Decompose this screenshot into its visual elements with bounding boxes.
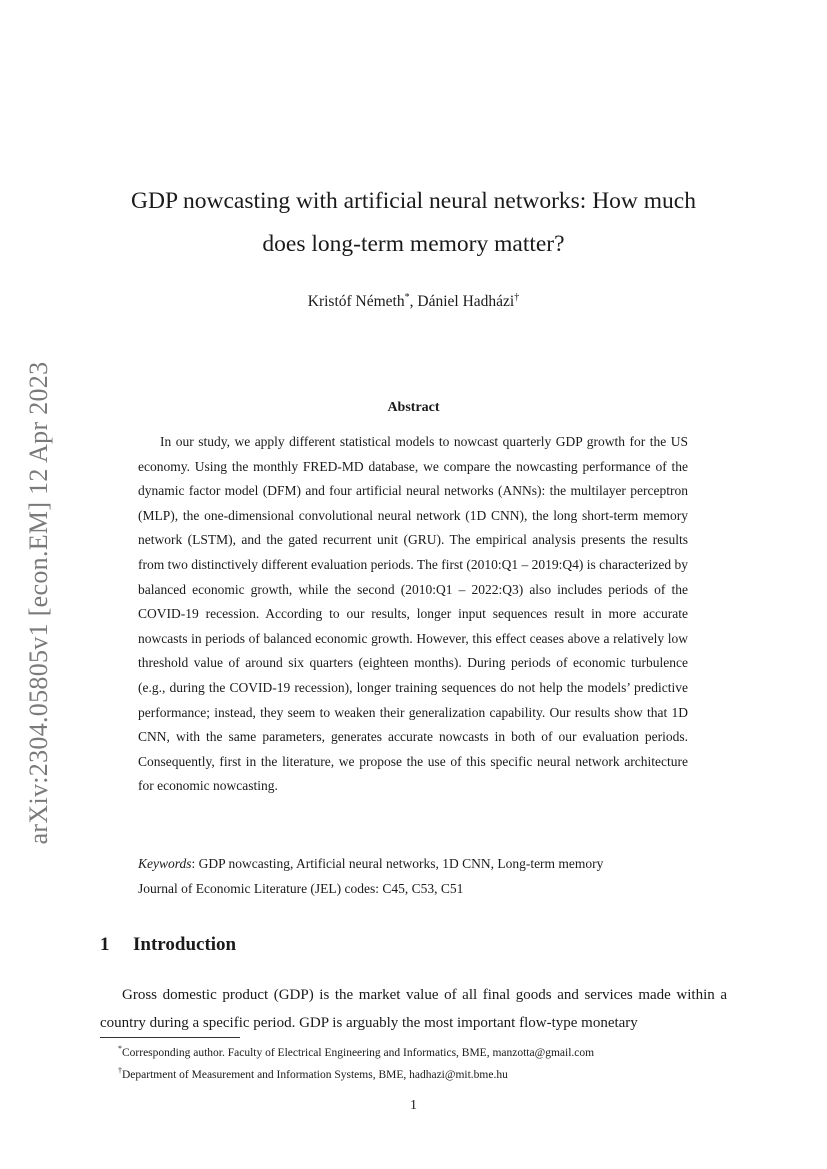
keywords-text: : GDP nowcasting, Artificial neural networks, 1D CNN, Long-term memory (191, 856, 604, 871)
arxiv-identifier-stamp: arXiv:2304.05805v1 [econ.EM] 12 Apr 2023 (24, 361, 53, 845)
jel-codes-line: Journal of Economic Literature (JEL) codes: C45, C53, C51 (138, 880, 464, 896)
page-number: 1 (410, 1098, 417, 1113)
author-nemeth-footnote-mark: * (404, 292, 410, 303)
keywords-line (138, 852, 698, 877)
abstract-paragraph: In our study, we apply different statistical models to nowcast quarterly GDP growth for the US economy. Using the monthly FRED-MD database, we compare the nowcasting performance of the dynamic factor model (DFM) and four artificial neural networks (ANNs): the multilayer perceptron (MLP), the one-dimensional convolutional neural network (1D CNN), the long short-term memory network (LSTM), and the gated recurrent unit (GRU). The empirical analysis presents the results from two distinctively different evaluation periods. The first (2010:Q1 – 2019:Q4) is characterized by balanced economic growth, while the second (2010:Q1 – 2022:Q3) also includes periods of the COVID-19 recession. According to our results, longer input sequences result in more accurate nowcasts in periods of balanced economic growth. However, this effect ceases above a relatively low threshold value of around six quarters (eighteen months). During periods of economic turbulence (e.g., during the COVID-19 recession), longer training sequences do not help the models’ predictive performance; instead, they seem to weaken their generalization capability. Our results show that 1D CNN, with the same parameters, generates accurate nowcasts in both of our evaluation periods. Consequently, first in the literature, we propose the use of this specific neural network architecture for economic nowcasting. (138, 434, 688, 794)
author-nemeth: Kristóf Németh (307, 293, 405, 311)
paper-title-line-2: does long-term memory matter? (262, 231, 565, 257)
author-hadhazi: Dániel Hadházi (417, 293, 515, 311)
author-hadhazi-footnote-mark: † (514, 292, 520, 303)
introduction-paragraph: Gross domestic product (GDP) is the market value of all final goods and services made within a country during a specific period. GDP is arguably the most important flow-type monetary (100, 987, 727, 1031)
section-title: Introduction (133, 934, 237, 955)
abstract-heading: Abstract (387, 400, 440, 415)
footnote-second-author (100, 1062, 727, 1084)
introduction-body (100, 981, 727, 1037)
keywords-label: Keywords (138, 856, 192, 871)
section-heading-introduction (100, 934, 236, 956)
footnote-separator-rule (100, 1037, 240, 1038)
footnote-mark: † (118, 1065, 122, 1075)
footnotes (100, 1040, 727, 1084)
footnote-corresponding-author (100, 1040, 727, 1062)
paper-title-line-1: GDP nowcasting with artificial neural networks: How much (131, 188, 696, 214)
author-list: Kristóf Németh*, Dániel Hadházi† (307, 292, 520, 311)
keywords-block (138, 852, 698, 901)
abstract-body (138, 430, 688, 799)
section-number: 1 (100, 934, 110, 955)
paper-title (100, 180, 727, 266)
footnote-text: Corresponding author. Faculty of Electrical Engineering and Informatics, BME, manzotta@gmail.com (122, 1046, 595, 1059)
footnote-text: Department of Measurement and Information Systems, BME, hadhazi@mit.bme.hu (122, 1068, 508, 1081)
footnote-mark: * (118, 1044, 122, 1053)
